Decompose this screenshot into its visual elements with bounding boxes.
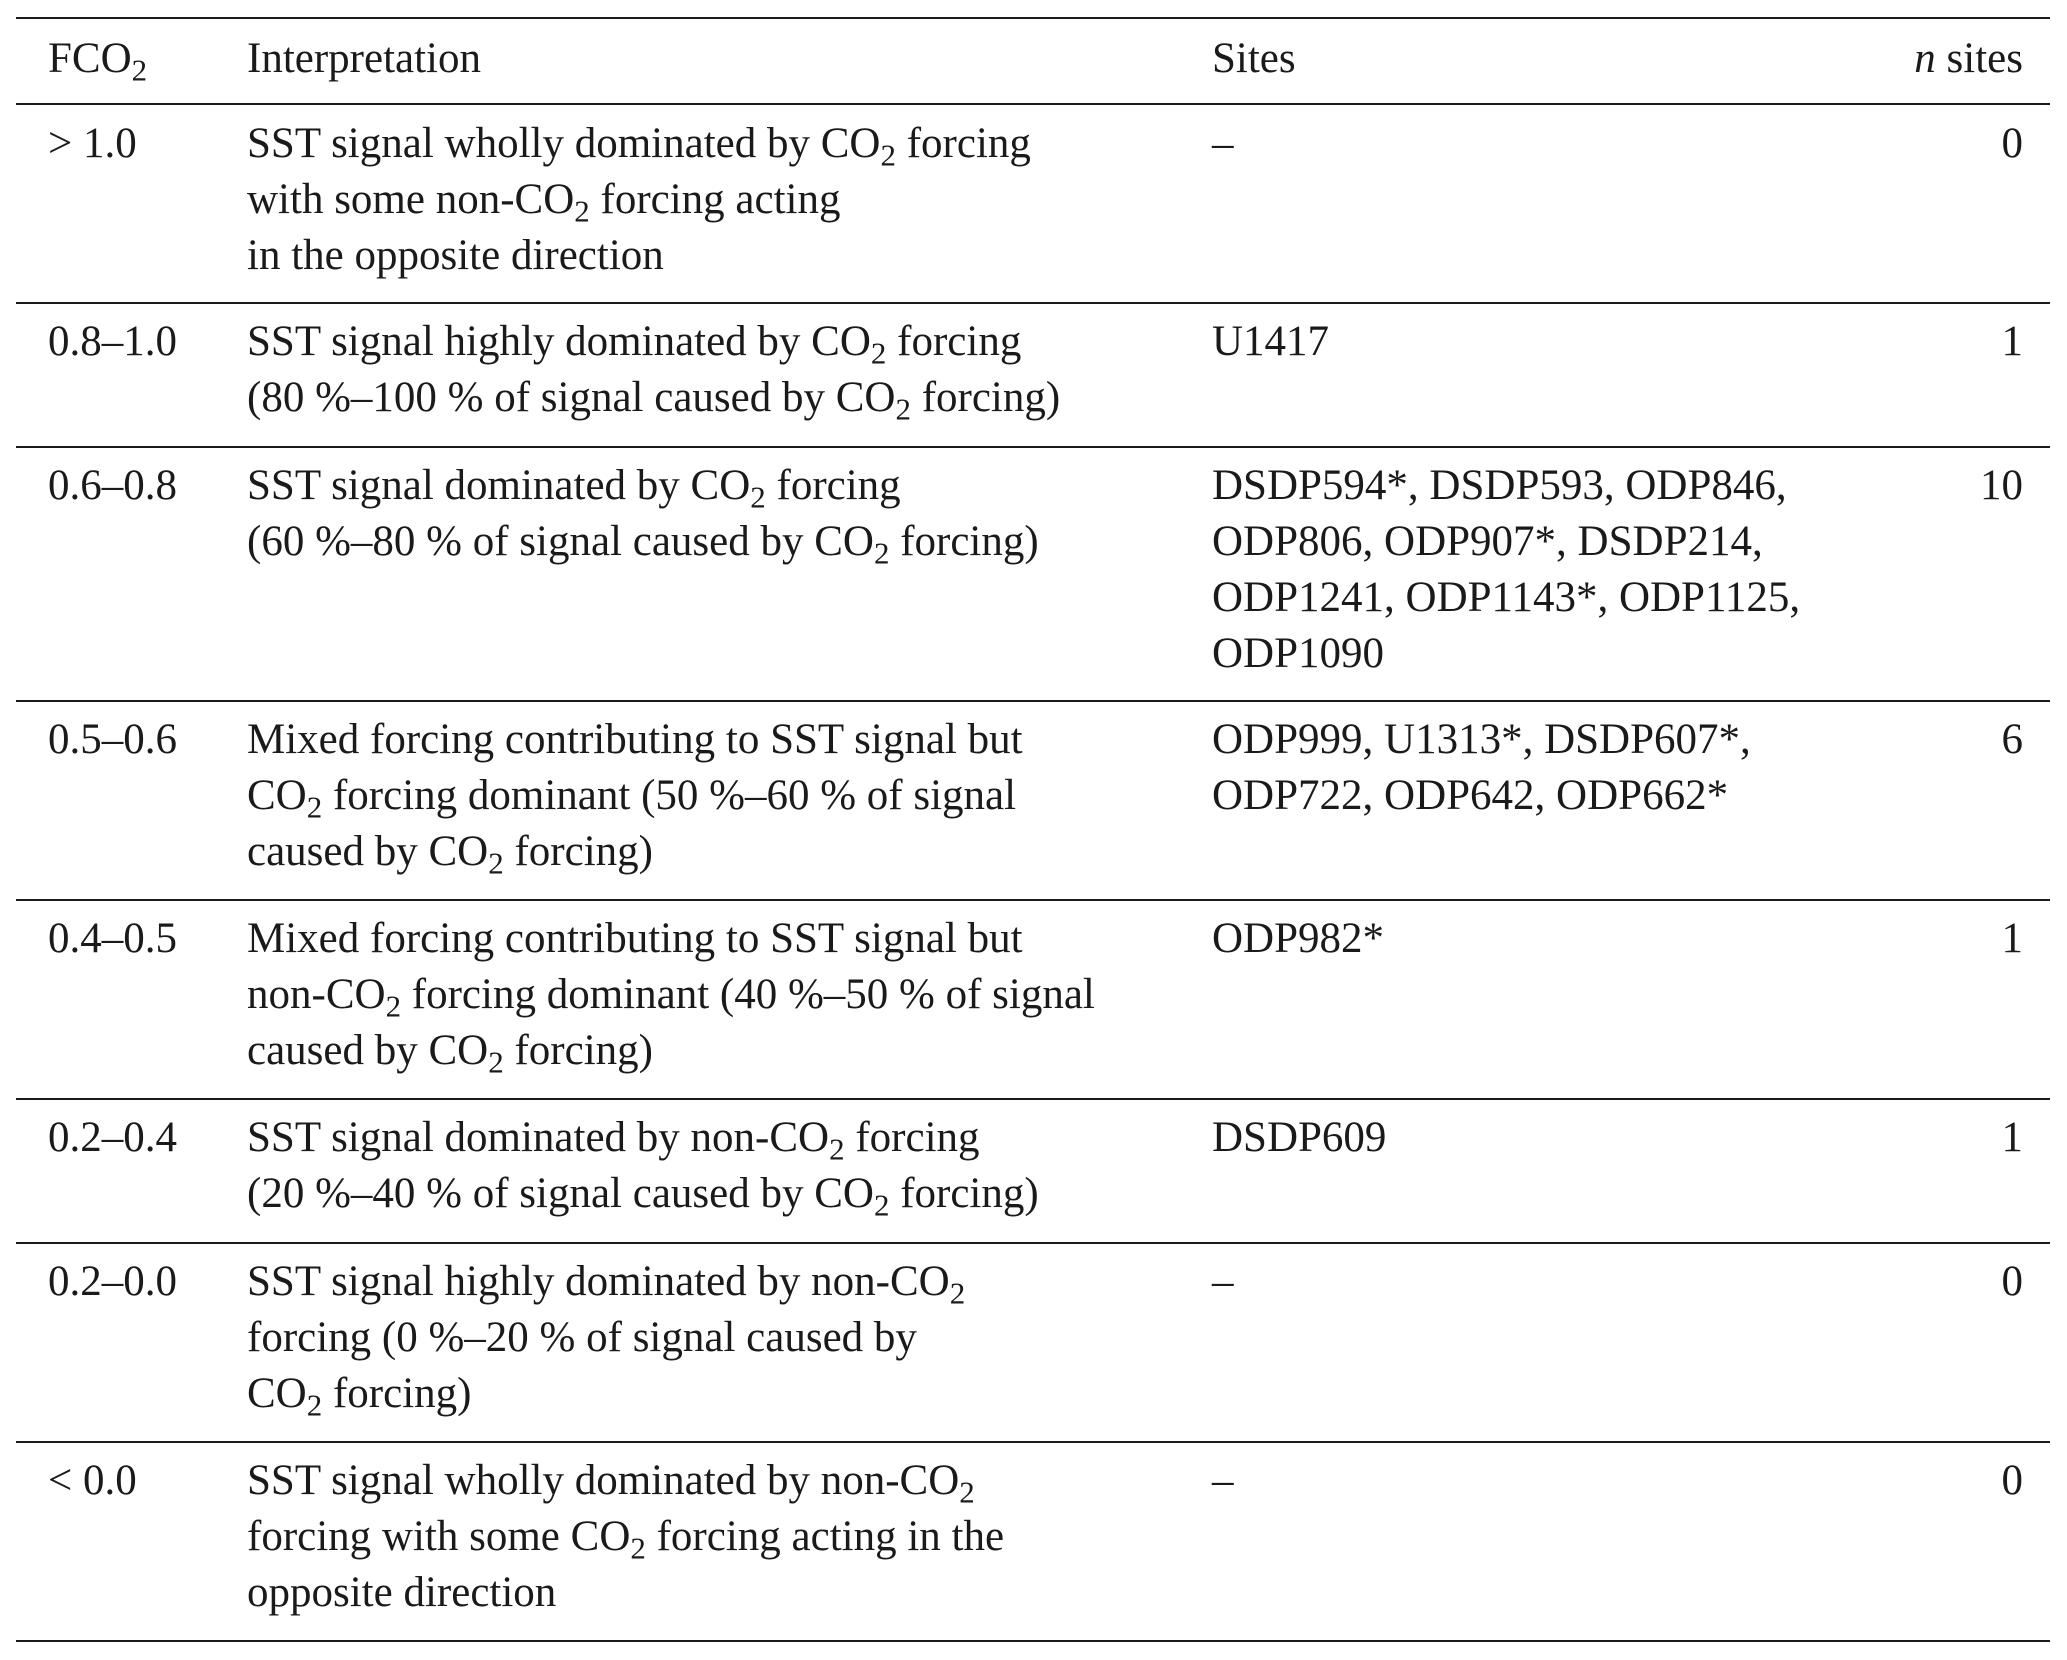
sites-line: – [1212, 120, 1234, 167]
interpretation-line [247, 1166, 1039, 1222]
interpretation-line [247, 712, 1023, 768]
subscript: 2 [870, 335, 887, 371]
text-run: forcing) [503, 828, 653, 875]
subscript: 2 [488, 1044, 504, 1080]
subscript: 2 [873, 1187, 890, 1223]
row-separator [16, 302, 2050, 304]
fco2-range: 0.5–0.6 [48, 716, 177, 763]
text-run: forcing (0 %–20 % of signal caused by [247, 1314, 917, 1361]
text-run: SST signal dominated by CO [247, 462, 751, 509]
sites-cell [1212, 911, 1384, 967]
subscript: 2 [949, 1275, 966, 1311]
n-sites-count: 0 [2001, 1457, 2023, 1504]
n-sites-count: 10 [1980, 462, 2023, 509]
text-run: forcing) [322, 1370, 472, 1417]
interpretation-line [247, 911, 1095, 967]
row-separator [16, 700, 2050, 702]
row-separator [16, 899, 2050, 901]
text-run: (20 %–40 % of signal caused by CO [247, 1170, 874, 1217]
sites-line: – [1212, 1457, 1234, 1504]
text-run: forcing [886, 318, 1022, 365]
sites-line: DSDP594*, DSDP593, ODP846, [1212, 462, 1787, 509]
subscript: 2 [829, 1131, 845, 1167]
n-sites-count: 1 [2001, 915, 2023, 962]
fco2-range: 0.6–0.8 [48, 462, 177, 509]
text-run: forcing) [503, 1027, 653, 1074]
interpretation-cell [247, 1254, 965, 1422]
sites-line: ODP806, ODP907*, DSDP214, [1212, 518, 1763, 565]
text-run: forcing with some CO [247, 1513, 631, 1560]
subscript: 2 [873, 535, 890, 571]
text-run: forcing [895, 120, 1031, 167]
sites-line: ODP722, ODP642, ODP662* [1212, 772, 1729, 819]
text-run: caused by CO [247, 1027, 489, 1074]
row-separator [16, 446, 2050, 448]
interpretation-cell [247, 314, 1060, 426]
fco2-range: < 0.0 [48, 1457, 137, 1504]
interpretation-cell [247, 911, 1095, 1079]
fco2-range: 0.2–0.4 [48, 1114, 177, 1161]
fco2-range: 0.4–0.5 [48, 915, 177, 962]
n-sites-count: 0 [2001, 120, 2023, 167]
interpretation-cell [247, 116, 1031, 284]
text-run: forcing [844, 1114, 980, 1161]
header-n-rest: sites [1935, 35, 2023, 82]
subscript: 2 [574, 193, 590, 229]
interpretation-line [247, 314, 1060, 370]
text-run: SST signal highly dominated by non-CO [247, 1258, 950, 1305]
text-run: non-CO [247, 971, 386, 1018]
fco2-range: > 1.0 [48, 120, 137, 167]
subscript: 2 [880, 137, 896, 173]
subscript: 2 [630, 1530, 646, 1566]
sites-line: ODP999, U1313*, DSDP607*, [1212, 716, 1751, 763]
subscript: 2 [895, 391, 911, 427]
interpretation-line [247, 1366, 965, 1422]
text-run: (80 %–100 % of signal caused by CO [247, 374, 896, 421]
interpretation-line [247, 824, 1023, 880]
header-fco2-subscript: 2 [131, 52, 148, 88]
header-fco2-text: FCO [48, 35, 132, 82]
interpretation-line [247, 514, 1039, 570]
text-run: forcing) [889, 518, 1039, 565]
interpretation-line [247, 1310, 965, 1366]
sites-cell [1212, 458, 1800, 682]
interpretation-line [247, 458, 1039, 514]
interpretation-line [247, 1565, 1004, 1621]
interpretation-line [247, 768, 1023, 824]
sites-line: ODP982* [1212, 915, 1385, 962]
n-sites-count: 1 [2001, 318, 2023, 365]
sites-cell [1212, 712, 1751, 824]
text-run: forcing) [910, 374, 1061, 421]
header-rule [16, 103, 2050, 105]
top-rule [16, 17, 2050, 19]
text-run: SST signal wholly dominated by non-CO [247, 1457, 960, 1504]
interpretation-cell [247, 1453, 1004, 1621]
header-n-sites [1914, 31, 2023, 87]
header-fco2 [48, 31, 147, 87]
row-separator [16, 1441, 2050, 1443]
row-separator [16, 1098, 2050, 1100]
interpretation-cell [247, 712, 1023, 880]
subscript: 2 [306, 1387, 323, 1423]
text-run: Mixed forcing contributing to SST signal but [247, 716, 1023, 763]
fco2-range: 0.2–0.0 [48, 1258, 177, 1305]
text-run: caused by CO [247, 828, 489, 875]
text-run: forcing acting in the [645, 1513, 1005, 1560]
sites-cell [1212, 116, 1234, 172]
text-run: (60 %–80 % of signal caused by CO [247, 518, 874, 565]
header-sites: Sites [1212, 35, 1296, 82]
text-run: SST signal highly dominated by CO [247, 318, 871, 365]
interpretation-line [247, 228, 1031, 284]
interpretation-line [247, 1509, 1004, 1565]
interpretation-line [247, 1110, 1039, 1166]
text-run: forcing dominant (40 %–50 % of signal [401, 971, 1095, 1018]
sites-line: – [1212, 1258, 1234, 1305]
interpretation-line [247, 370, 1060, 426]
text-run: CO [247, 772, 307, 819]
row-separator [16, 1242, 2050, 1244]
header-n-italic: n [1914, 35, 1936, 82]
interpretation-line [247, 116, 1031, 172]
subscript: 2 [306, 789, 323, 825]
text-run: Mixed forcing contributing to SST signal but [247, 915, 1023, 962]
interpretation-cell [247, 1110, 1039, 1222]
bottom-rule [16, 1640, 2050, 1642]
text-run: CO [247, 1370, 307, 1417]
text-run: SST signal dominated by non-CO [247, 1114, 830, 1161]
sites-cell [1212, 314, 1329, 370]
interpretation-line [247, 1023, 1095, 1079]
header-interpretation: Interpretation [247, 35, 482, 82]
interpretation-line [247, 1453, 1004, 1509]
n-sites-count: 1 [2001, 1114, 2023, 1161]
subscript: 2 [750, 479, 766, 515]
text-run: forcing acting [589, 176, 841, 223]
interpretation-cell [247, 458, 1039, 570]
sites-line: U1417 [1212, 318, 1330, 365]
text-run: opposite direction [247, 1569, 557, 1616]
sites-cell [1212, 1453, 1234, 1509]
text-run: in the opposite direction [247, 232, 664, 279]
text-run: SST signal wholly dominated by CO [247, 120, 881, 167]
sites-cell [1212, 1110, 1386, 1166]
sites-line: ODP1241, ODP1143*, ODP1125, [1212, 574, 1801, 621]
interpretation-line [247, 1254, 965, 1310]
fco2-range: 0.8–1.0 [48, 318, 177, 365]
subscript: 2 [385, 988, 402, 1024]
n-sites-count: 0 [2001, 1258, 2023, 1305]
text-run: forcing) [889, 1170, 1039, 1217]
subscript: 2 [488, 845, 504, 881]
sites-cell [1212, 1254, 1234, 1310]
interpretation-line [247, 967, 1095, 1023]
text-run: with some non-CO [247, 176, 575, 223]
sites-line: ODP1090 [1212, 630, 1385, 677]
sites-line: DSDP609 [1212, 1114, 1387, 1161]
interpretation-line [247, 172, 1031, 228]
text-run: forcing dominant (50 %–60 % of signal [322, 772, 1017, 819]
subscript: 2 [959, 1474, 975, 1510]
n-sites-count: 6 [2001, 716, 2023, 763]
text-run: forcing [765, 462, 901, 509]
